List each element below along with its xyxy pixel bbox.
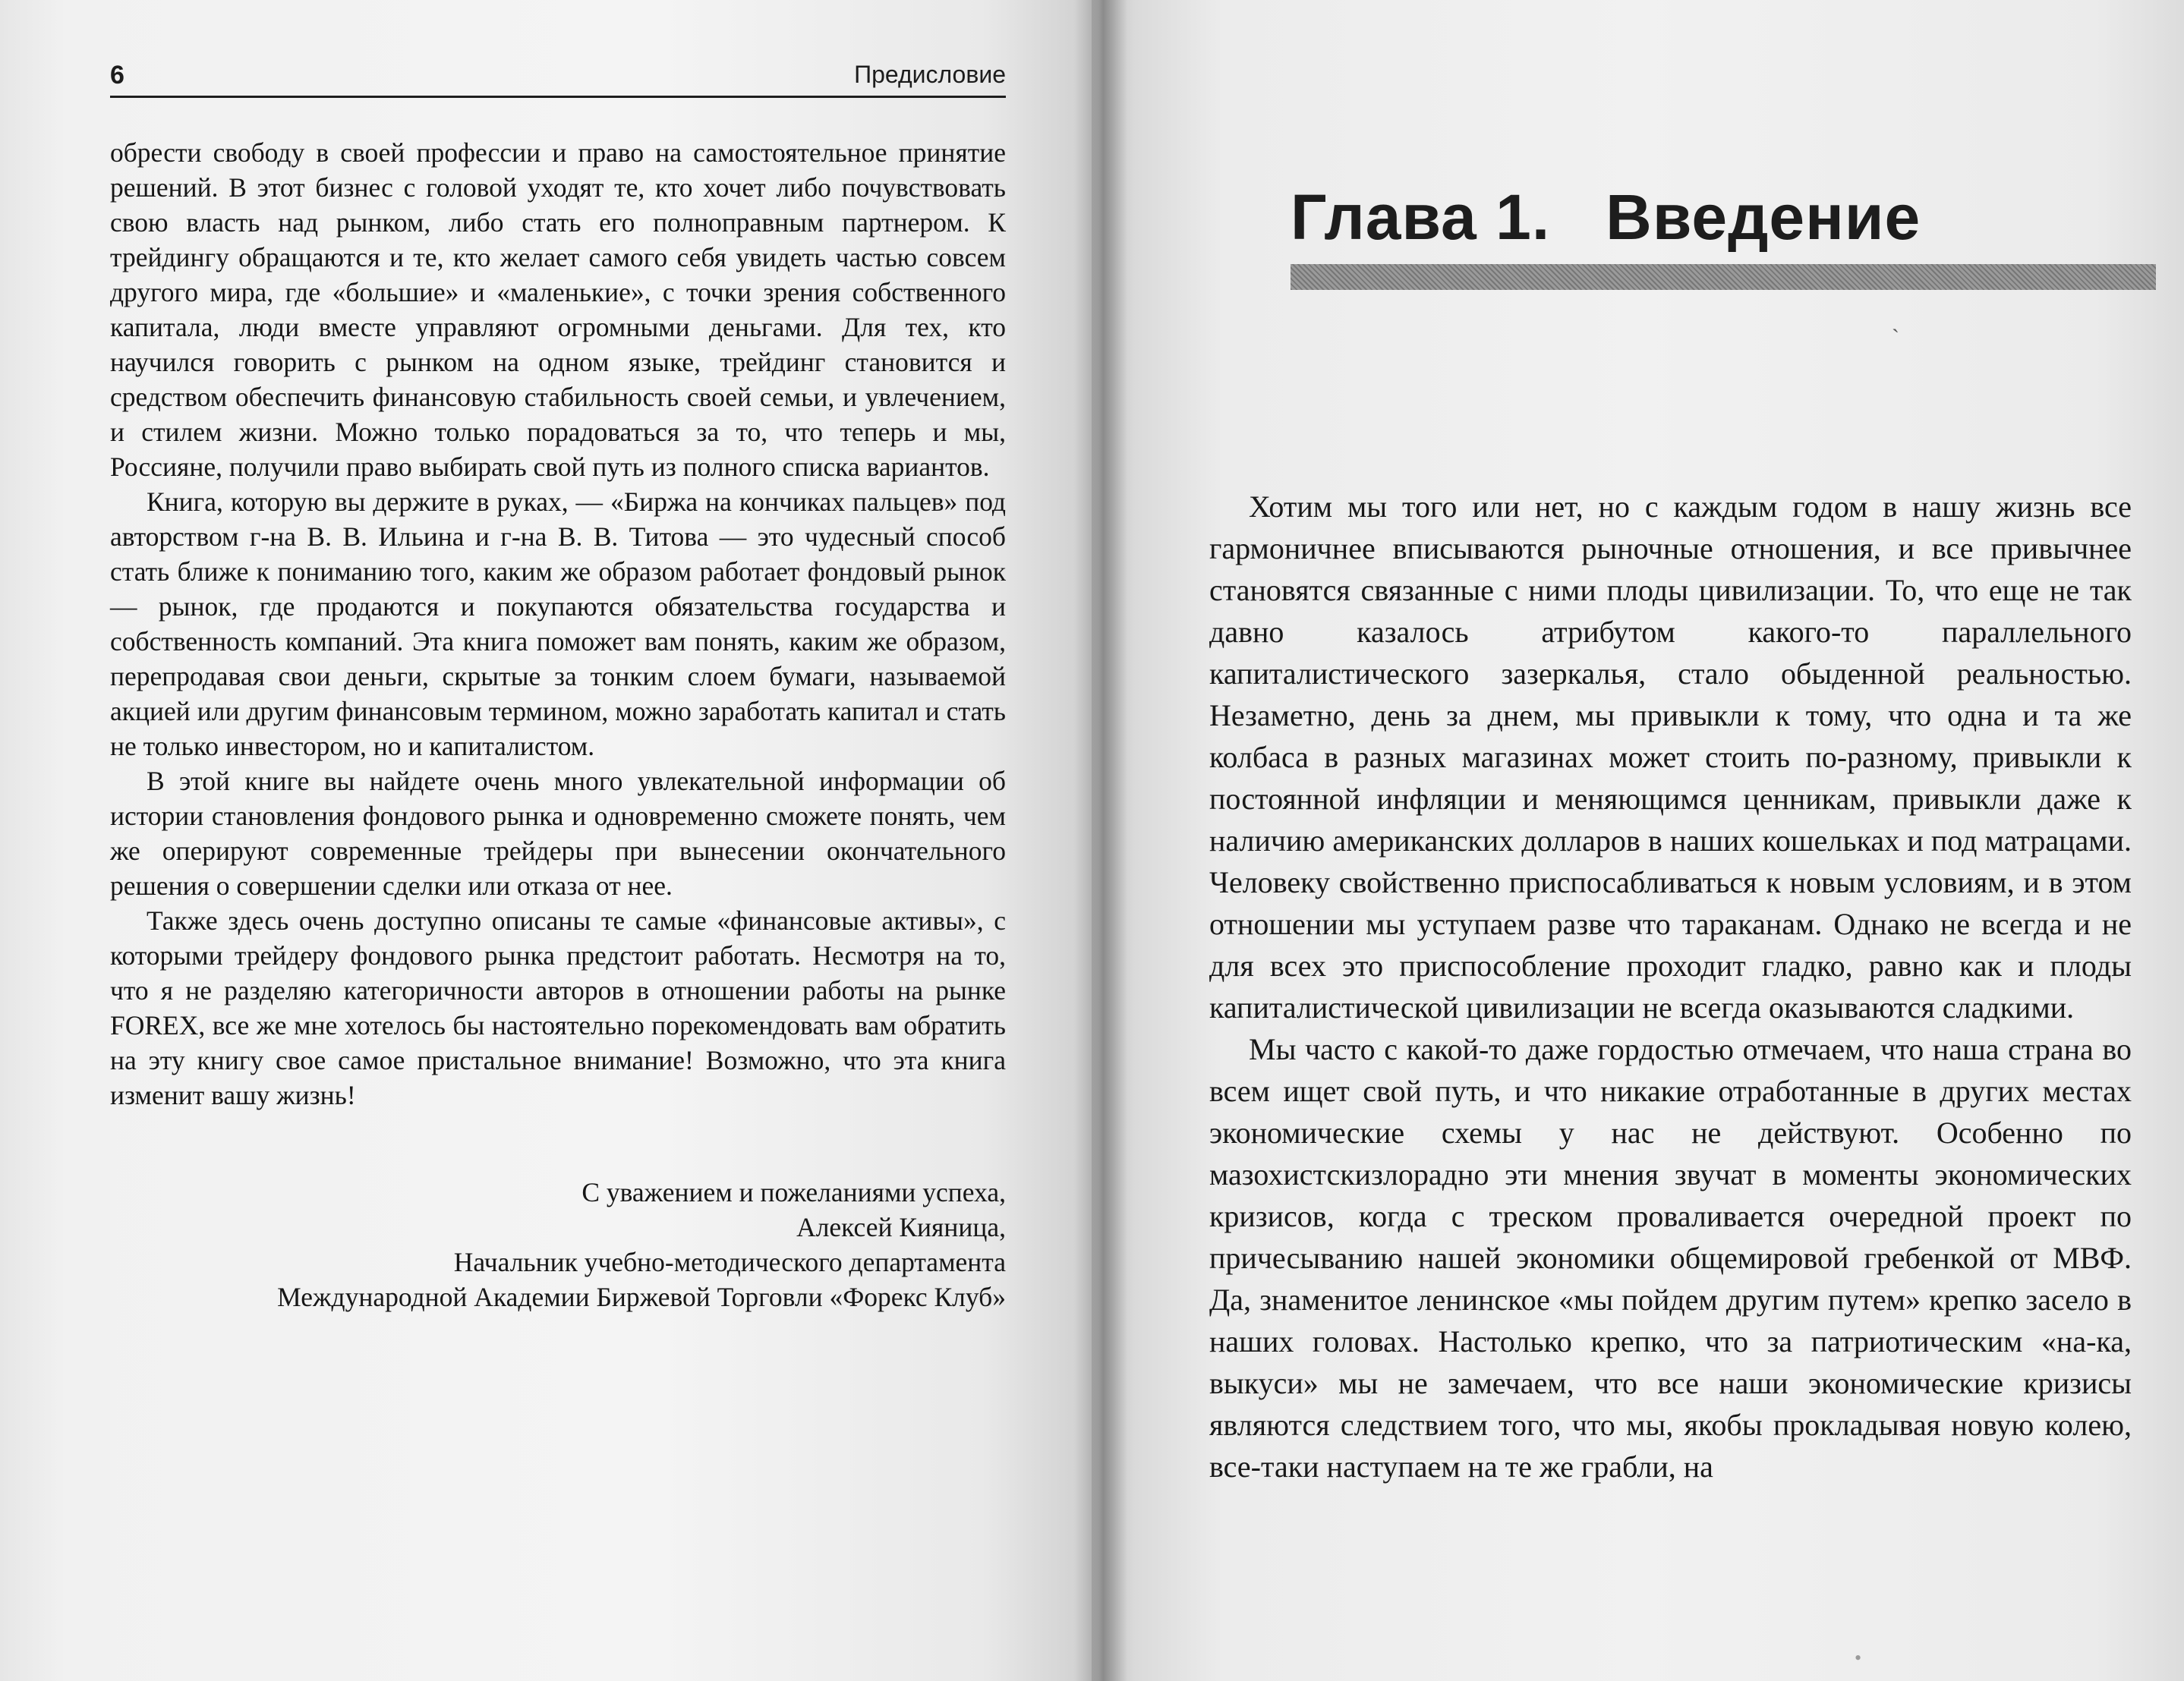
paragraph: Также здесь очень доступно описаны те самые «финансовые активы», с которыми трейдеру фондового рынка предстоит работать. Несмотря на то, что я не разделяю категоричности авторов в отношении работы на рынке FOREX, все же мне хотелось бы настоятельно порекомендовать вам обратить на эту книгу свое самое пристальное внимание! Возможно, что эта книга изменит вашу жизнь!	[110, 905, 1006, 1110]
right-page	[1092, 0, 2184, 1681]
paragraph: Книга, которую вы держите в руках, — «Биржа на кончиках пальцев» под авторством г-на В. В. Ильина и г-на В. В. Титова — это чудесный способ стать ближе к пониманию того, каким же образом работает фондовый рынок — рынок, где продаются и покупаются обязательства государства и собственность компаний. Эта книга поможет вам понять, каким же образом, перепродавая свои деньги, скрытые за тонким слоем бумаги, называемой акцией или другим финансовым термином, можно заработать капитал и стать не только инвестором, но и капиталистом.	[110, 486, 1006, 761]
preface-text	[110, 135, 1006, 1113]
paragraph: Мы часто с какой-то даже гордостью отмечаем, что наша страна во всем ищет свой путь, и что никакие отработанные в других местах экономические схемы у нас не действуют. Особенно по мазохистскизлорадно эти мнения звучат в моменты экономических кризисов, когда с треском проваливается очередной проект по причесыванию нашей экономики общемировой гребенкой от МВФ. Да, знаменитое ленинское «мы пойдем другим путем» крепко засело в наших головах. Настолько крепко, что за патриотическим «на-ка, выкуси» мы не замечаем, что все наши экономические кризисы являются следствием того, что мы, якобы прокладывая новую колею, все-таки наступаем на те же грабли, на	[1209, 1032, 2132, 1484]
signature-closing: С уважением и пожеланиями успеха,	[581, 1177, 1006, 1207]
running-head	[110, 61, 1006, 98]
signature-block	[110, 1175, 1006, 1314]
paragraph: В этой книге вы найдете очень много увлекательной информации об истории становления фондового рынка и одновременно сможете понять, чем же оперируют современные трейдеры при вынесении окончательного решения о совершении сделки или отказа от нее.	[110, 766, 1006, 901]
footer-mark: •	[1855, 1647, 1862, 1669]
signature-position: Начальник учебно-методического департамента	[453, 1247, 1006, 1277]
running-title: Предисловие	[854, 61, 1006, 88]
chapter-title-bar	[1291, 264, 2156, 290]
chapter-title: Глава 1. Введение	[1291, 181, 1921, 253]
signature-organization: Международной Академии Биржевой Торговли «Форекс Клуб»	[277, 1282, 1006, 1312]
page-number: 6	[110, 61, 124, 90]
signature-name: Алексей Кияница,	[796, 1212, 1006, 1242]
paragraph: обрести свободу в своей профессии и право на самостоятельное принятие решений. В этот бизнес с головой уходят те, кто хочет либо почувствовать свою власть над рынком, либо стать его полноправным партнером. К трейдингу обращаются и те, кто желает самого себя увидеть частью совсем другого мира, где «большие» и «маленькие», с точки зрения собственного капитала, люди вместе управляют огромными деньгами. Для тех, кто научился говорить с рынком на одном языке, трейдинг становится и средством обеспечить финансовую стабильность своей семьи, и увлечением, и стилем жизни. Можно только порадоваться за то, что теперь и мы, Россияне, получили право выбирать свой путь из полного списка вариантов.	[110, 137, 1006, 482]
paragraph: Хотим мы того или нет, но с каждым годом в нашу жизнь все гармоничнее вписываются рыночные отношения, и все привычнее становятся связанные с ними плоды цивилизации. То, что еще не так давно казалось атрибутом какого-то параллельного капиталистического зазеркалья, стало обыденной реальностью. Незаметно, день за днем, мы привыкли к тому, что одна и та же колбаса в разных магазинах может стоить по-разному, привыкли к постоянной инфляции и меняющимся ценникам, привыкли даже к наличию американских долларов в наших кошельках и под матрацами. Человеку свойственно приспосабливаться к новым условиям, и в этом отношении мы уступаем разве что тараканам. Однако не всегда и не для всех это приспособление проходит гладко, равно как и плоды капиталистической цивилизации не всегда оказываются сладкими.	[1209, 490, 2132, 1025]
chapter-text	[1209, 486, 2132, 1487]
stray-mark: `	[1892, 325, 1899, 350]
